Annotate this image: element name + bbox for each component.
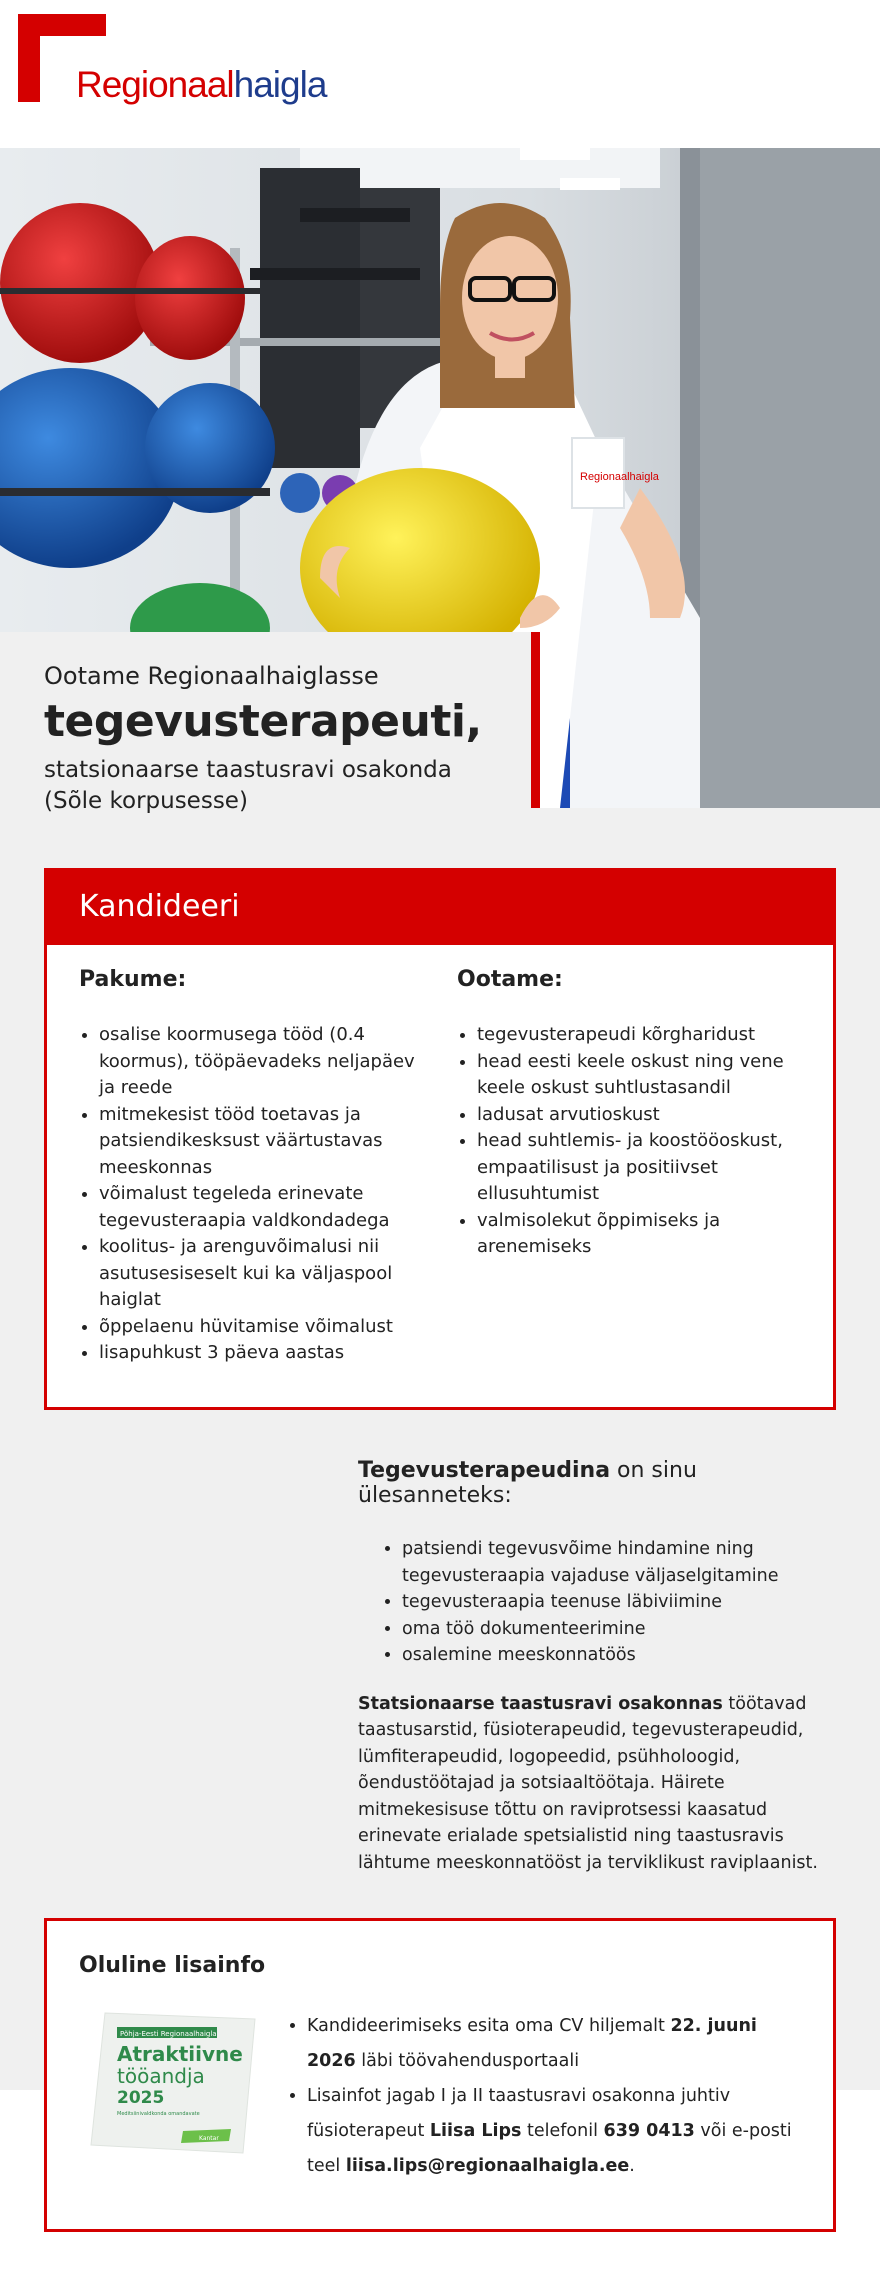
header	[0, 0, 880, 148]
list-item: • osalise koormusega tööd (0.4 koormus), tööpäevadeks neljapäev ja reede	[99, 1022, 419, 1102]
list-item: • tegevusterapeudi kõrgharidust	[477, 1022, 807, 1049]
info-heading: Oluline lisainfo	[79, 1953, 266, 1978]
apply-button[interactable]: Kandideeri	[47, 871, 833, 945]
list-item: • head eesti keele oskust ning vene keele oskust suhtlustasandil	[477, 1049, 807, 1102]
list-item: • koolitus- ja arenguvõimalusi nii asutusesiseselt kui ka väljaspool haiglat	[99, 1234, 419, 1314]
offer-column	[79, 967, 419, 1367]
contact-text-phone: telefonil	[521, 2121, 604, 2141]
attractive-employer-badge	[83, 2007, 263, 2157]
badge-title: Atraktiivne	[117, 2042, 243, 2066]
list-item: • õppelaenu hüvitamise võimalust	[99, 1314, 419, 1341]
tasks-heading	[358, 1458, 838, 1508]
department-text: töötavad taastusarstid, füsioterapeudid, tegevusterapeudid, lümfiterapeudid, logopeedid, psühholoogid, õendustöötajad ja sotsiaaltöötaja. Häirete mitmekesisuse tõttu on raviprotsessi kaasatud erinevate erialade spetsialistid ning taastusravis lähtume meeskonnatööst ja terviklikust raviplaanist.	[358, 1693, 818, 1873]
list-item: • osalemine meeskonnatöös	[402, 1642, 838, 1669]
department-line: statsionaarse taastusravi osakonda	[44, 757, 452, 783]
expect-heading: Ootame:	[457, 967, 563, 992]
expect-list	[457, 1022, 807, 1261]
badge-title-2: tööandja	[117, 2064, 205, 2088]
contact-text-email: või e-posti teel	[307, 2121, 792, 2176]
badge-year: 2025	[117, 2088, 165, 2108]
deadline-portal[interactable]: läbi töövahendusportaali	[355, 2051, 580, 2071]
contact-end: .	[629, 2156, 635, 2176]
contact-email-link[interactable]: liisa.lips@regionaalhaigla.ee	[345, 2156, 630, 2176]
badge-caption: Meditsiinivaldkonda omandavate	[117, 2111, 200, 2117]
list-item: • lisapuhkust 3 päeva aastas	[99, 1340, 419, 1367]
apply-box	[44, 868, 836, 1410]
job-title-card	[0, 632, 540, 814]
deadline-text: Kandideerimiseks esita oma CV hiljemalt	[307, 2016, 671, 2036]
offer-heading: Pakume:	[79, 967, 187, 992]
list-item: • patsiendi tegevusvõime hindamine ning tegevusteraapia vajaduse väljaselgitamine	[402, 1536, 838, 1589]
logo-word-haigla: haigla	[233, 64, 327, 105]
expect-column	[457, 967, 807, 1261]
department-description	[358, 1691, 838, 1877]
badge-org: Põhja-Eesti Regionaalhaigla	[120, 2030, 217, 2038]
job-title: tegevusterapeuti,	[44, 696, 482, 747]
list-item: • oma töö dokumenteerimine	[402, 1616, 838, 1643]
department-name: Statsionaarse taastusravi osakonnas	[358, 1693, 723, 1714]
list-item	[307, 2009, 807, 2079]
list-item: • võimalust tegeleda erinevate tegevusteraapia valdkondadega	[99, 1181, 419, 1234]
contact-phone[interactable]: 639 0413	[603, 2121, 695, 2141]
tasks-heading-bold: Tegevusterapeudina	[358, 1458, 611, 1483]
info-box	[44, 1918, 836, 2232]
list-item: • head suhtlemis- ja koostööoskust, empaatilisust ja positiivset ellusuhtumist	[477, 1128, 807, 1208]
logo-word-regionaal: Regionaal	[76, 64, 234, 105]
info-list	[287, 2009, 807, 2184]
title-intro: Ootame Regionaalhaiglasse	[44, 662, 379, 690]
list-item: • mitmekesist tööd toetavas ja patsiendikesksust väärtustavas meeskonnas	[99, 1102, 419, 1182]
tasks-list	[358, 1536, 838, 1669]
building-line: (Sõle korpusesse)	[44, 788, 248, 814]
tasks-heading-rest: on sinu ülesanneteks:	[358, 1458, 697, 1508]
list-item: • ladusat arvutioskust	[477, 1102, 807, 1129]
tasks-section	[358, 1458, 838, 1876]
coat-logo: Regionaalhaigla	[580, 471, 659, 483]
list-item: • valmisolekut õppimiseks ja arenemiseks	[477, 1208, 807, 1261]
badge-kantar: Kantar	[199, 2135, 219, 2142]
contact-name: Liisa Lips	[429, 2121, 522, 2141]
logo-wordmark	[76, 66, 326, 103]
list-item: • tegevusteraapia teenuse läbiviimine	[402, 1589, 838, 1616]
deadline-date: 22. juuni 2026	[307, 2016, 757, 2071]
contact-text: Lisainfot jagab I ja II taastusravi osakonna juhtiv füsioterapeut	[307, 2086, 731, 2141]
offer-list	[79, 1022, 419, 1367]
title-department	[44, 755, 531, 817]
list-item	[307, 2079, 807, 2184]
